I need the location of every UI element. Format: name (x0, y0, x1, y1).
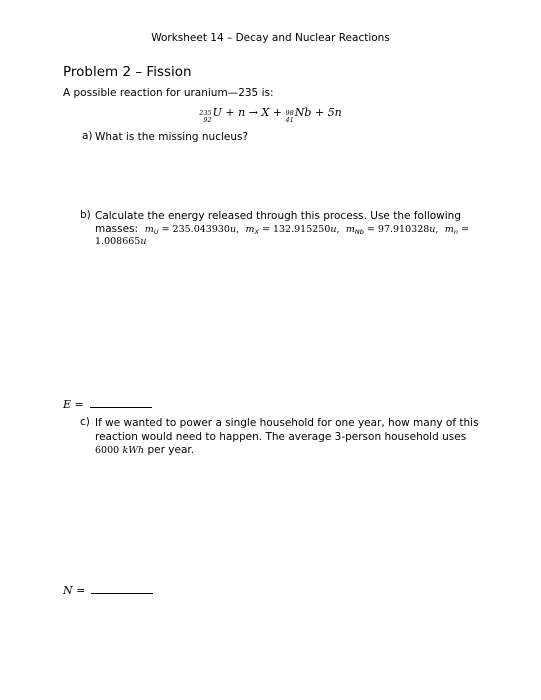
product-neutrons: 5n (327, 106, 342, 119)
uranium-mass-number: 235 (199, 109, 212, 117)
mass-x-subscript: X (254, 228, 259, 236)
count-answer-blank[interactable] (91, 582, 153, 594)
energy-answer-line (63, 396, 152, 411)
separator: , (236, 224, 243, 235)
mass-unit: u (429, 224, 436, 235)
masses-prefix: masses: (95, 223, 142, 235)
mass-n-subscript: n (453, 228, 458, 236)
count-answer-label: N = (63, 584, 86, 597)
niobium-mass-number: 98 (285, 109, 294, 117)
uranium-atomic-number: 92 (203, 115, 212, 124)
separator: , (336, 224, 343, 235)
niobium-nucleus (286, 106, 312, 124)
mass-nb-value: = 97.910328 (363, 224, 430, 235)
mass-n-equals: = (457, 224, 469, 235)
question-a-label: a) (82, 130, 93, 142)
uranium-symbol: U (212, 106, 222, 119)
plus-sign: + (225, 106, 235, 119)
mass-n-line (95, 236, 146, 247)
question-c-text-line1: If we wanted to power a single household for one year, how many of this (95, 417, 479, 429)
mass-unit: u (229, 224, 237, 235)
question-a-text: What is the missing nucleus? (95, 131, 249, 143)
question-c-text-line2: reaction would need to happen. The average 3-person household uses (95, 431, 467, 443)
niobium-symbol: Nb (294, 106, 312, 119)
reaction-equation (0, 106, 541, 124)
masses-list (95, 222, 469, 239)
niobium-atomic-number: 41 (285, 115, 294, 124)
mass-x-value: = 132.915250 (258, 224, 331, 235)
household-energy-value: 6000 (95, 445, 120, 456)
question-c-suffix: per year. (144, 444, 195, 456)
plus-sign: + (272, 106, 283, 119)
mass-u-subscript: U (153, 228, 159, 236)
problem-title: Problem 2 – Fission (63, 64, 192, 80)
plus-sign: + (314, 106, 325, 119)
question-b-text: Calculate the energy released through this process. Use the following (95, 210, 462, 222)
neutron-symbol: n (238, 106, 246, 119)
unknown-nucleus: X (261, 106, 270, 119)
separator: , (435, 224, 442, 235)
worksheet-header: Worksheet 14 – Decay and Nuclear Reactions (151, 32, 390, 44)
mass-u-symbol: m (144, 224, 154, 235)
mass-unit: u (330, 224, 337, 235)
problem-intro: A possible reaction for uranium—235 is: (63, 87, 274, 99)
energy-answer-label: E = (63, 398, 84, 411)
mass-unit: u (140, 236, 147, 247)
uranium-nucleus (199, 106, 222, 124)
mass-nb-symbol: m (345, 224, 355, 235)
question-c-label: c) (80, 416, 90, 428)
count-answer-line (63, 582, 153, 597)
mass-nb-subscript: Nb (354, 228, 364, 236)
mass-n-value: 1.008665 (95, 236, 141, 247)
household-energy-unit: kWh (122, 445, 145, 456)
question-b-label: b) (80, 209, 91, 221)
question-c-text-line3 (95, 443, 194, 458)
mass-n-symbol: m (444, 224, 454, 235)
mass-u-value: = 235.043930 (158, 224, 230, 235)
mass-x-symbol: m (245, 224, 255, 235)
reaction-arrow: → (248, 106, 258, 119)
energy-answer-blank[interactable] (90, 396, 152, 408)
